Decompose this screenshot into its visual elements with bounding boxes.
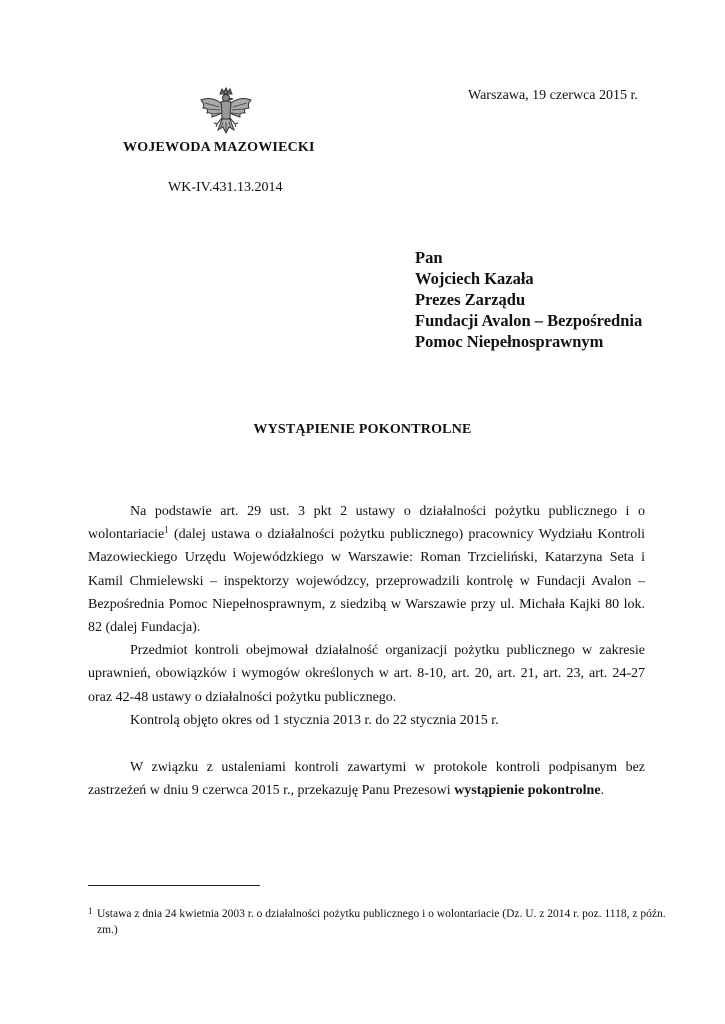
recipient-line: Wojciech Kazała — [415, 269, 534, 288]
place-and-date: Warszawa, 19 czerwca 2015 r. — [468, 88, 638, 103]
issuer-name: WOJEWODA MAZOWIECKI — [123, 140, 315, 155]
paragraph-4 — [88, 756, 645, 802]
recipient-line: Pomoc Niepełnosprawnym — [415, 332, 604, 351]
footnote-mark: 1 — [88, 906, 93, 916]
paragraph-1 — [88, 500, 645, 639]
recipient-line: Fundacji Avalon – Bezpośrednia — [415, 311, 643, 330]
paragraph-1-text-a: Na podstawie art. 29 ust. 3 pkt 2 ustawy o działalności pożytku publicznego i o wolontariacie — [88, 504, 645, 543]
paragraph-4-text: W związku z ustaleniami kontroli zawartymi w protokole kontroli podpisanym bez zastrzeżeń w dniu 9 czerwca 2015 r., przekazuję Panu Prezesowi — [88, 759, 645, 798]
recipient-line: Prezes Zarządu — [415, 290, 526, 309]
footnote — [88, 906, 668, 938]
paragraph-4-bold: wystąpienie pokontrolne — [454, 782, 601, 798]
recipient-address — [415, 247, 642, 352]
polish-eagle-emblem-icon — [197, 86, 255, 142]
paragraph-4-end: . — [600, 782, 605, 798]
footnote-reference: 1 — [164, 524, 169, 535]
paragraph-2: Przedmiot kontroli obejmował działalność organizacji pożytku publicznego w zakresie uprawnień, obowiązków i wymogów określonych w art. 8-10, art. 20, art. 21, art. 23, art. 24-27 oraz 42-48 ustawy o działalności pożytku publicznego. — [88, 643, 645, 705]
letter-body — [88, 500, 645, 802]
document-title: WYSTĄPIENIE POKONTROLNE — [253, 422, 472, 437]
paragraph-1-text-b: (dalej ustawa o działalności pożytku publicznego) pracownicy Wydziału Kontroli Mazowieckiego Urzędu Wojewódzkiego w Warszawie: Roman Trzcieliński, Katarzyna Seta i Kamil Chmielewski – inspektorzy wojewódzcy, przeprowadzili kontrolę w Fundacji Avalon – Bezpośrednia Pomoc Niepełnosprawnym, z siedzibą w Warszawie przy ul. Michała Kajki 80 lok. 82 (dalej Fundacja). — [88, 527, 645, 636]
paragraph-3: Kontrolą objęto okres od 1 stycznia 2013 r. do 22 stycznia 2015 r. — [130, 712, 499, 728]
case-number: WK-IV.431.13.2014 — [168, 180, 283, 195]
footnote-text: Ustawa z dnia 24 kwietnia 2003 r. o działalności pożytku publicznego i o wolontariacie (Dz. U. z 2014 r. poz. 1118, z późn. zm.) — [97, 908, 666, 936]
footnote-divider — [88, 885, 260, 886]
recipient-line: Pan — [415, 248, 443, 267]
